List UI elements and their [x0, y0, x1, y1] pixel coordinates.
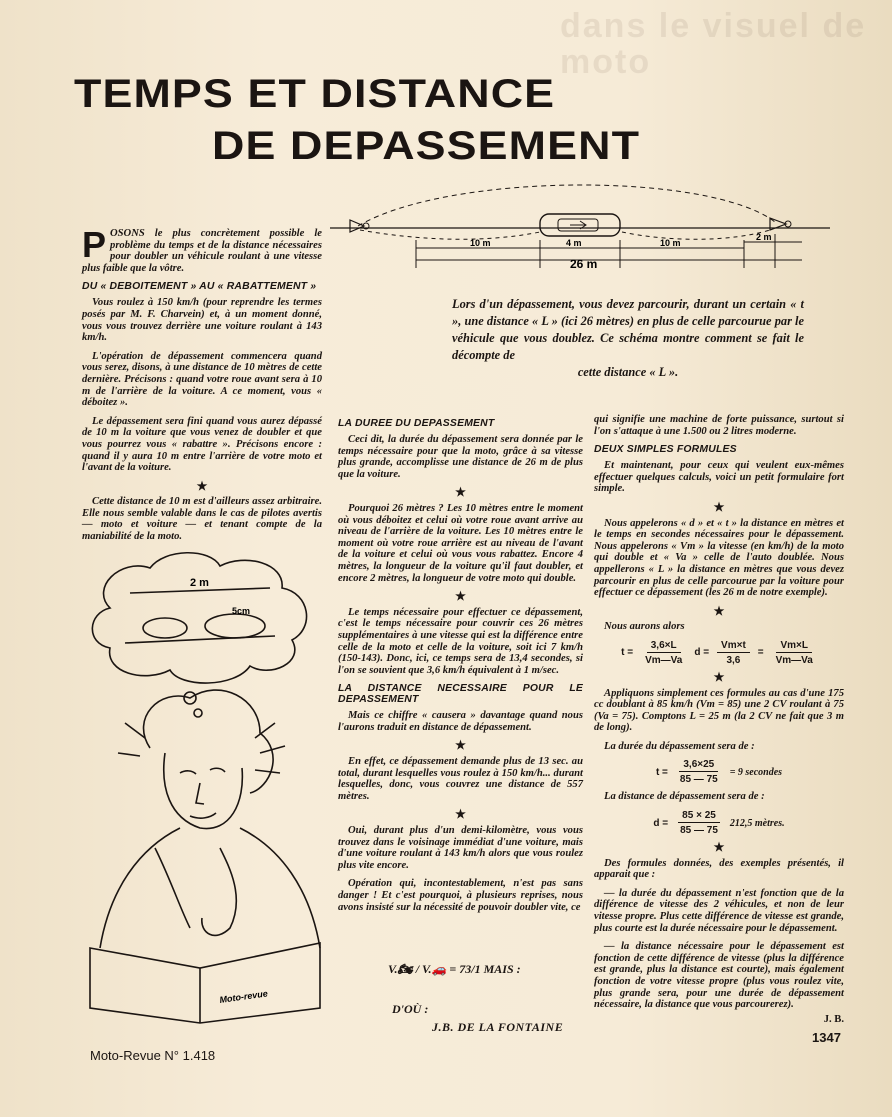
formula-distance-example: d = $\frac{85 \times 25}{85 — 75}$ 212,5 mètres.	[653, 810, 785, 837]
formula-time-example: t = $\frac{3,6\times 25}{85 — 75}$ = 9 secondes	[655, 759, 783, 786]
overtaking-diagram	[330, 182, 830, 274]
cartoon-formula: V.🏍 / V.🚗 = 73/1 MAIS :	[388, 962, 521, 976]
label-2m: 2 m	[756, 232, 772, 242]
label-4m: 4 m	[566, 238, 582, 248]
paragraph: Ceci dit, la durée du dépassement sera donnée par le temps nécessaire pour que la moto, grâce à sa vitesse plus grande, accomplisse une distance de 26 m de plus que la voiture.	[338, 434, 583, 480]
paragraph: Opération qui, incontestablement, n'est pas sans danger ! Et c'est pourquoi, à plusieurs reprises, nous avons insisté sur la nécessité de pouvoir doubler vite, ce	[338, 878, 583, 913]
signature-initials: J. B.	[823, 1013, 844, 1025]
paragraph: Le dépassement sera fini quand vous aurez dépassé de 10 m la voiture que vous venez de doubler et que vous pourrez vous « rabattre ». Précisons encore : quand il y aura 10 m entre l'arrière de votre moto et l'avant de la voiture.	[82, 415, 322, 474]
label-10m-left: 10 m	[470, 238, 491, 248]
cartoon-dou: D'OÙ :	[392, 1002, 429, 1016]
paragraph: L'opération de dépassement commencera quand vous serez, disons, à une distance de 10 mètres de cette dernière. Précisons : quand votre roue avant sera à 10 m de l'arrière de la voiture. A ce moment, vous « déboitez ».	[82, 350, 322, 409]
book-label: Moto-revue	[218, 988, 269, 1005]
paragraph: Vous roulez à 150 km/h (pour reprendre les termes posés par M. F. Charvein) et, à un moment donné, vous vous trouvez derrière une voiture roulant à 143 km/h.	[82, 297, 322, 344]
trajectory-curve	[358, 185, 775, 226]
paragraph: Mais ce chiffre « causera » davantage quand nous l'aurons traduit en distance de dépassement.	[338, 710, 583, 733]
paragraph: Oui, durant plus d'un demi-kilomètre, vous vous trouvez dans le voisinage immédiat d'une voiture, mais d'une voiture roulant à 143 km/h alors que vous roulez plus vite encore.	[338, 825, 583, 871]
car-icon	[540, 214, 620, 236]
caption-last-line: cette distance « L ».	[577, 365, 679, 379]
formula-general: t = $\frac{3,6\times L}{Vm—Va}$ d = $\frac{Vm\times t}{3,6}$ = $\frac{Vm\times L}{Vm—Va}$	[621, 639, 813, 666]
paragraph: Pourquoi 26 mètres ? Les 10 mètres entre le moment où vous déboitez et celui où votre roue avant arrive au niveau de l'arrière de la voiture. Les 10 mètres entre le moment où votre roue arrière est au niveau de l'avant de la voiture et celui où vous vous rabattez. Encore 4 mètres, la longueur de la voiture qu'il faut doubler, et encore 2 mètres, la longueur de votre moto qui double.	[338, 502, 583, 584]
caption-text: Lors d'un dépassement, vous devez parcourir, durant un certain « t », une distance « L » (ici 26 mètres) en plus de celle parcourue par le véhicule que vous doublez. Ce schéma montre comment se fait le décompte de	[452, 297, 804, 362]
artist-signature: J.B. DE LA FONTAINE	[432, 1020, 564, 1034]
diagram-caption	[452, 296, 804, 381]
paragraph: qui signifie une machine de forte puissance, surtout si l'on s'attaque à une 1.500 ou 2 litres moderne.	[594, 414, 844, 437]
title-line-1: TEMPS ET DISTANCE	[74, 72, 556, 116]
title-line-2: DE DEPASSEMENT	[212, 124, 641, 168]
label-10m-right: 10 m	[660, 238, 681, 248]
section-heading-deboitement: DU « DEBOITEMENT » AU « RABATTEMENT »	[82, 281, 317, 293]
star-separator: ★	[455, 807, 466, 822]
section-heading-distance: LA DISTANCE NECESSAIRE POUR LE DEPASSEMENT	[338, 683, 583, 706]
drop-cap: P	[82, 224, 107, 265]
paragraph: Nous aurons alors	[604, 621, 685, 633]
bubble-label: 2 m	[190, 577, 209, 589]
paragraph: — la distance nécessaire pour le dépassement est fonction de cette différence de vitesse (plus la différence est grande, plus la distance est courte), mais également fonction de votre vitesse propre (plus vous roulez vite, plus grande sera, pour une durée de dépassement nécessaire, la distance que vous parcourerez).	[594, 941, 844, 1011]
paragraph: La durée du dépassement sera de :	[604, 740, 755, 752]
paragraph: Nous appelerons « d » et « t » la distance en mètres et le temps en secondes nécessaires pour le dépassement. Nous appelerons « Vm » la vitesse (en km/h) de la moto qui double et « Va » celle de l'auto doublée. Nous appellerons « L » la distance en mètres que vous devez parcourir en plus de celle parcourue par la voiture pour effectuer ce dépassement (les 26 m de notre exemple).	[594, 517, 844, 599]
paragraph: — la durée du dépassement n'est fonction que de la différence de vitesse des 2 véhicules, et non de leur vitesse propre. Plus cette différence de vitesse est grande, plus courte est la durée nécessaire pour le dépassement.	[594, 887, 844, 934]
column-3	[594, 414, 844, 1025]
paragraph: Le temps nécessaire pour effectuer ce dépassement, c'est le temps nécessaire pour couvrir ces 26 mètres supplémentaires à une vitesse qui est la différence entre celle de la moto et celle de la voiture, soit ici 7 km/h (150-143). Donc, ici, ce temps sera de 13,4 secondes, si l'on se souvient que 3,6 km/h équivalent à 1 m/sec.	[338, 606, 583, 676]
intro-paragraph: POSONS le plus concrètement possible le problème du temps et de la distance nécessaires pour doubler un véhicule roulant à une vitesse plus faible que la vôtre.	[82, 224, 322, 274]
paragraph: Des formules données, des exemples présentés, il apparait que :	[594, 857, 844, 881]
star-separator: ★	[713, 669, 725, 684]
paragraph: Appliquons simplement ces formules au cas d'une 175 cc doublant à 85 km/h (Vm = 85) une 2 CV roulant à 75 (Va = 75). Comptons L = 25 m (la 2 CV ne fait que 3 m de long).	[594, 687, 844, 734]
star-separator: ★	[713, 499, 725, 514]
star-separator: ★	[455, 738, 466, 753]
magazine-issue: Moto-Revue N° 1.418	[90, 1048, 216, 1063]
paragraph: La distance de dépassement sera de :	[604, 791, 765, 803]
section-heading-formules: DEUX SIMPLES FORMULES	[594, 444, 737, 456]
star-separator: ★	[455, 485, 466, 500]
column-1	[82, 224, 322, 550]
star-separator: ★	[713, 603, 725, 618]
page-number: 1347	[812, 1030, 841, 1045]
cartoon-illustration	[70, 548, 340, 1028]
section-heading-duree: LA DUREE DU DEPASSEMENT	[338, 418, 495, 429]
star-separator: ★	[713, 840, 725, 855]
paragraph: En effet, ce dépassement demande plus de 13 sec. au total, durant lesquelles vous roulez à 150 km/h... durant lesquelles, donc, vous couvrez une distance de 557 mètres.	[338, 756, 583, 802]
show-through-text: dans le visuel de moto	[560, 7, 867, 81]
bubble-sublabel: 5cm	[232, 606, 251, 616]
character-figure	[90, 690, 320, 1023]
label-26m: 26 m	[570, 257, 598, 271]
star-separator: ★	[455, 589, 466, 604]
paragraph: Cette distance de 10 m est d'ailleurs assez arbitraire. Elle nous semble valable dans le cas de pilotes avertis — moto et voiture — et tenant compte de la maniabilité de la moto.	[82, 496, 322, 543]
paragraph: Et maintenant, pour ceux qui veulent eux-mêmes effectuer quelques calculs, voici un petit formulaire fort simple.	[594, 460, 844, 495]
column-2	[338, 414, 583, 920]
star-separator: ★	[196, 478, 208, 493]
